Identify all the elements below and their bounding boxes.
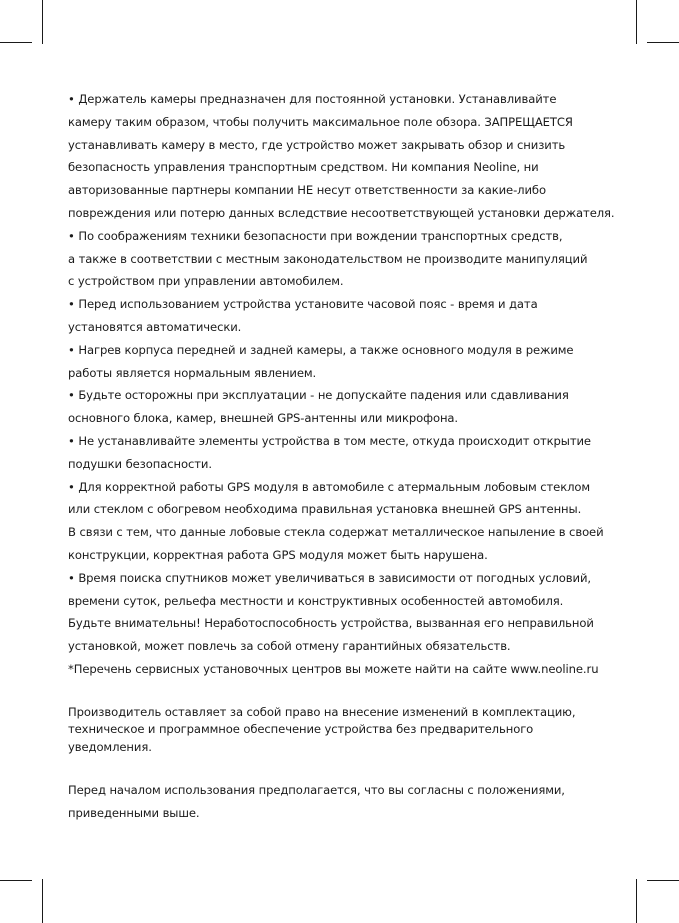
text-line: или стеклом с обогревом необходима правильная установка внешней GPS антенны. <box>68 502 582 517</box>
text-line: установятся автоматически. <box>68 319 242 334</box>
crop-mark-bottom-right-vertical <box>636 879 637 923</box>
text-line: • Будьте осторожны при эксплуатации - не допускайте падения или сдавливания <box>68 388 569 403</box>
text-line: • Нагрев корпуса передней и задней камеры, а также основного модуля в режиме <box>68 342 574 357</box>
text-line: • Для корректной работы GPS модуля в автомобиле с атермальным лобовым стеклом <box>68 479 591 494</box>
text-line: безопасность управления транспортным средством. Ни компания Neoline, ни <box>68 160 539 175</box>
text-line: подушки безопасности. <box>68 456 212 471</box>
crop-mark-top-left-horizontal <box>0 42 32 43</box>
manufacturer-notice <box>68 704 628 757</box>
text-line: камеру таким образом, чтобы получить максимальное поле обзора. ЗАПРЕЩАЕТСЯ <box>68 114 573 129</box>
text-line: а также в соответствии с местным законодательством не производите манипуляций <box>68 251 588 266</box>
text-line: работы является нормальным явлением. <box>68 365 317 380</box>
text-line: конструкции, корректная работа GPS модуля может быть нарушена. <box>68 547 488 562</box>
text-line: установкой, может повлечь за собой отмену гарантийных обязательств. <box>68 639 511 654</box>
text-line: • Не устанавливайте элементы устройства в том месте, откуда происходит открытие <box>68 433 591 448</box>
text-line: приведенными выше. <box>68 806 200 821</box>
text-line: времени суток, рельефа местности и конструктивных особенностей автомобиля. <box>68 593 564 608</box>
text-line: устанавливать камеру в место, где устройство может закрывать обзор и снизить <box>68 137 566 152</box>
crop-mark-bottom-left-horizontal <box>0 880 32 881</box>
agreement-notice <box>68 779 628 825</box>
crop-mark-top-left-vertical <box>42 0 43 44</box>
text-line: Производитель оставляет за собой право на внесение изменений в комплектацию, <box>68 704 576 719</box>
document-body <box>68 88 628 825</box>
safety-instructions <box>68 88 628 681</box>
spacer <box>68 681 628 704</box>
spacer <box>68 756 628 779</box>
text-line: повреждения или потерю данных вследствие несоответствующей установки держателя. <box>68 205 615 220</box>
crop-mark-top-right-vertical <box>636 0 637 44</box>
text-line: • По соображениям техники безопасности при вождении транспортных средств, <box>68 228 563 243</box>
text-line: В связи с тем, что данные лобовые стекла содержат металлическое напыление в своей <box>68 525 604 540</box>
text-line: • Время поиска спутников может увеличиваться в зависимости от погодных условий, <box>68 570 591 585</box>
text-line: • Перед использованием устройства установите часовой пояс - время и дата <box>68 297 538 312</box>
text-line: уведомления. <box>68 739 152 754</box>
text-line: Перед началом использования предполагается, что вы согласны с положениями, <box>68 783 565 798</box>
service-centers-note: *Перечень сервисных установочных центров вы можете найти на сайте www.neoline.ru <box>68 661 599 676</box>
text-line: Будьте внимательны! Неработоспособность устройства, вызванная его неправильной <box>68 616 594 631</box>
crop-mark-bottom-left-vertical <box>42 879 43 923</box>
crop-mark-bottom-right-horizontal <box>647 880 679 881</box>
text-line: техническое и программное обеспечение устройства без предварительного <box>68 722 534 737</box>
text-line: авторизованные партнеры компании НЕ несут ответственности за какие-либо <box>68 183 546 198</box>
crop-mark-top-right-horizontal <box>647 42 679 43</box>
text-line: • Держатель камеры предназначен для постоянной установки. Устанавливайте <box>68 92 557 106</box>
text-line: основного блока, камер, внешней GPS-антенны или микрофона. <box>68 411 459 426</box>
text-line: с устройством при управлении автомобилем. <box>68 274 344 289</box>
